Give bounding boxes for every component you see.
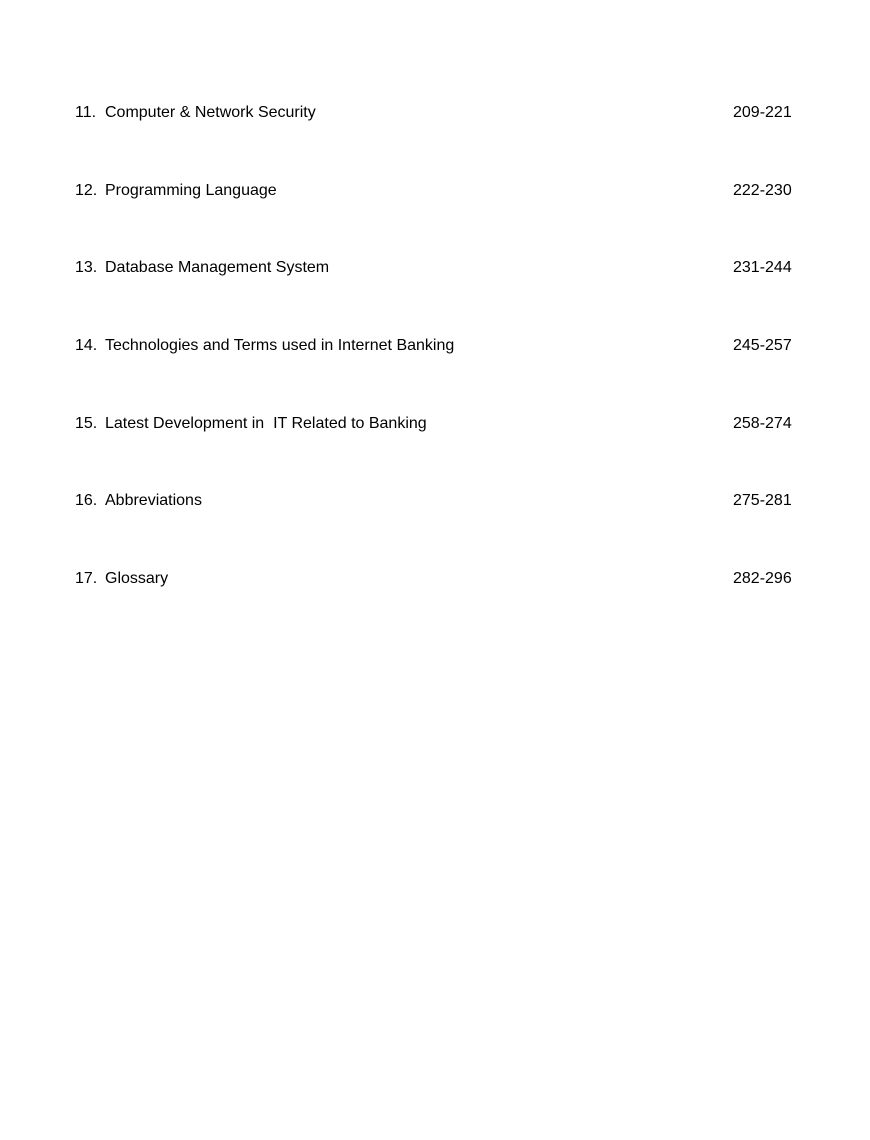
toc-entry-title: Abbreviations xyxy=(105,492,202,509)
toc-entry xyxy=(0,489,870,513)
toc-entry xyxy=(0,256,870,280)
toc-entry-number: 11. xyxy=(75,104,97,121)
toc-entry-pages: 275-281 xyxy=(733,492,792,509)
toc-entry xyxy=(0,567,870,591)
toc-entry-pages: 209-221 xyxy=(733,104,792,121)
toc-entry-title: Latest Development in IT Related to Banking xyxy=(105,415,427,432)
toc-entry-title: Programming Language xyxy=(105,182,277,199)
toc-entry-number: 14. xyxy=(75,337,98,354)
toc-entry-title: Technologies and Terms used in Internet Banking xyxy=(105,337,455,354)
toc-entry-number: 13. xyxy=(75,259,98,276)
toc-entry-pages: 282-296 xyxy=(733,570,792,587)
toc-entry-pages: 222-230 xyxy=(733,182,792,199)
toc-entry xyxy=(0,334,870,358)
toc-entry-number: 16. xyxy=(75,492,98,509)
toc-entry xyxy=(0,101,870,125)
toc-entry-pages: 245-257 xyxy=(733,337,792,354)
toc-entry xyxy=(0,412,870,436)
toc-entry-pages: 258-274 xyxy=(733,415,792,432)
toc-entry-number: 17. xyxy=(75,570,98,587)
toc-entry-title: Computer & Network Security xyxy=(105,104,316,121)
toc-entry-number: 12. xyxy=(75,182,98,199)
toc-entry-number: 15. xyxy=(75,415,98,432)
toc-entry-pages: 231-244 xyxy=(733,259,792,276)
toc-entry-title: Database Management System xyxy=(105,259,330,276)
toc-entry xyxy=(0,179,870,203)
toc-entry-title: Glossary xyxy=(105,570,169,587)
